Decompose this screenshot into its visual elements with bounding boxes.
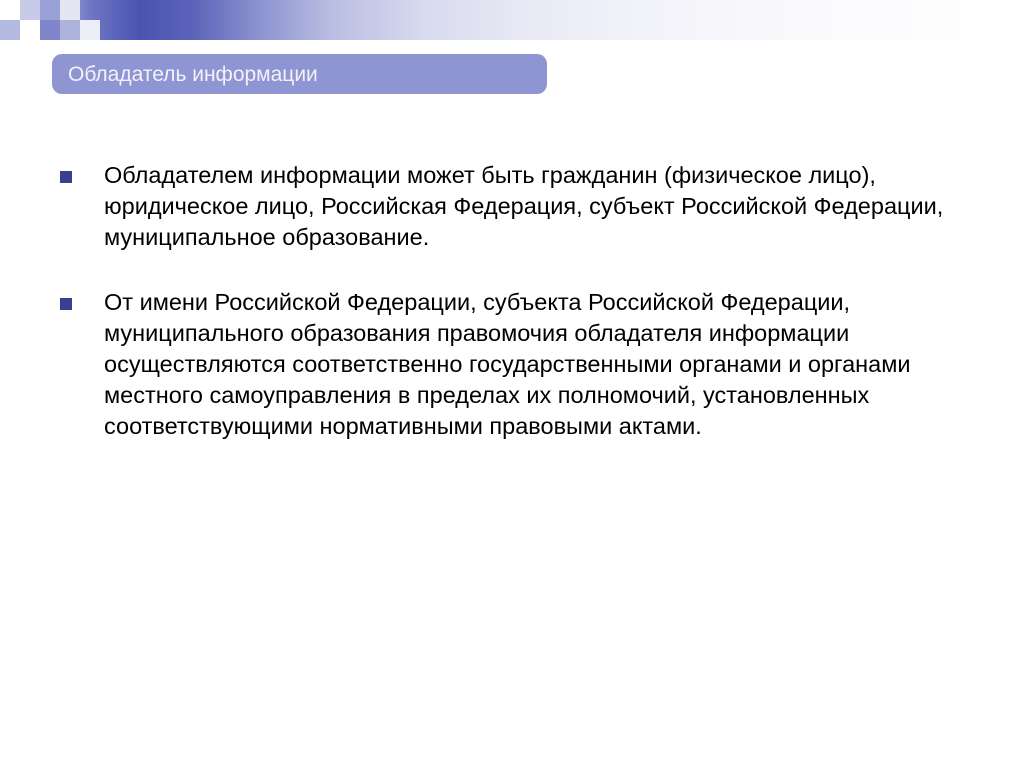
list-item-text: От имени Российской Федерации, субъекта Российской Федерации, муниципального образования правомочия обладателя информации осуществляются соответственно государственными органами и органами местного самоуправления в пределах их полномочий, установленных соответствующими нормативными правовыми актами. (104, 289, 911, 439)
slide-body (52, 160, 952, 476)
list-item-text: Обладателем информации может быть гражданин (физическое лицо), юридическое лицо, Российская Федерация, субъект Российской Федерации, муниципальное образование. (104, 162, 944, 250)
decorative-top-band (0, 0, 1024, 40)
square-bullet-icon (60, 171, 72, 183)
mosaic-block-icon (80, 20, 100, 40)
list-item (52, 287, 952, 442)
mosaic-block-icon (20, 20, 40, 40)
list-item (52, 160, 952, 253)
mosaic-block-icon (0, 20, 20, 40)
square-bullet-icon (60, 298, 72, 310)
mosaic-block-icon (0, 0, 20, 20)
mosaic-block-icon (60, 20, 80, 40)
left-margin-stripe (0, 40, 20, 767)
mosaic-block-icon (40, 20, 60, 40)
page-title: Обладатель информации (68, 63, 318, 86)
mosaic-block-icon (60, 0, 80, 20)
mosaic-block-icon (40, 0, 60, 20)
slide-title-plate (52, 54, 547, 94)
mosaic-block-icon (20, 0, 40, 20)
